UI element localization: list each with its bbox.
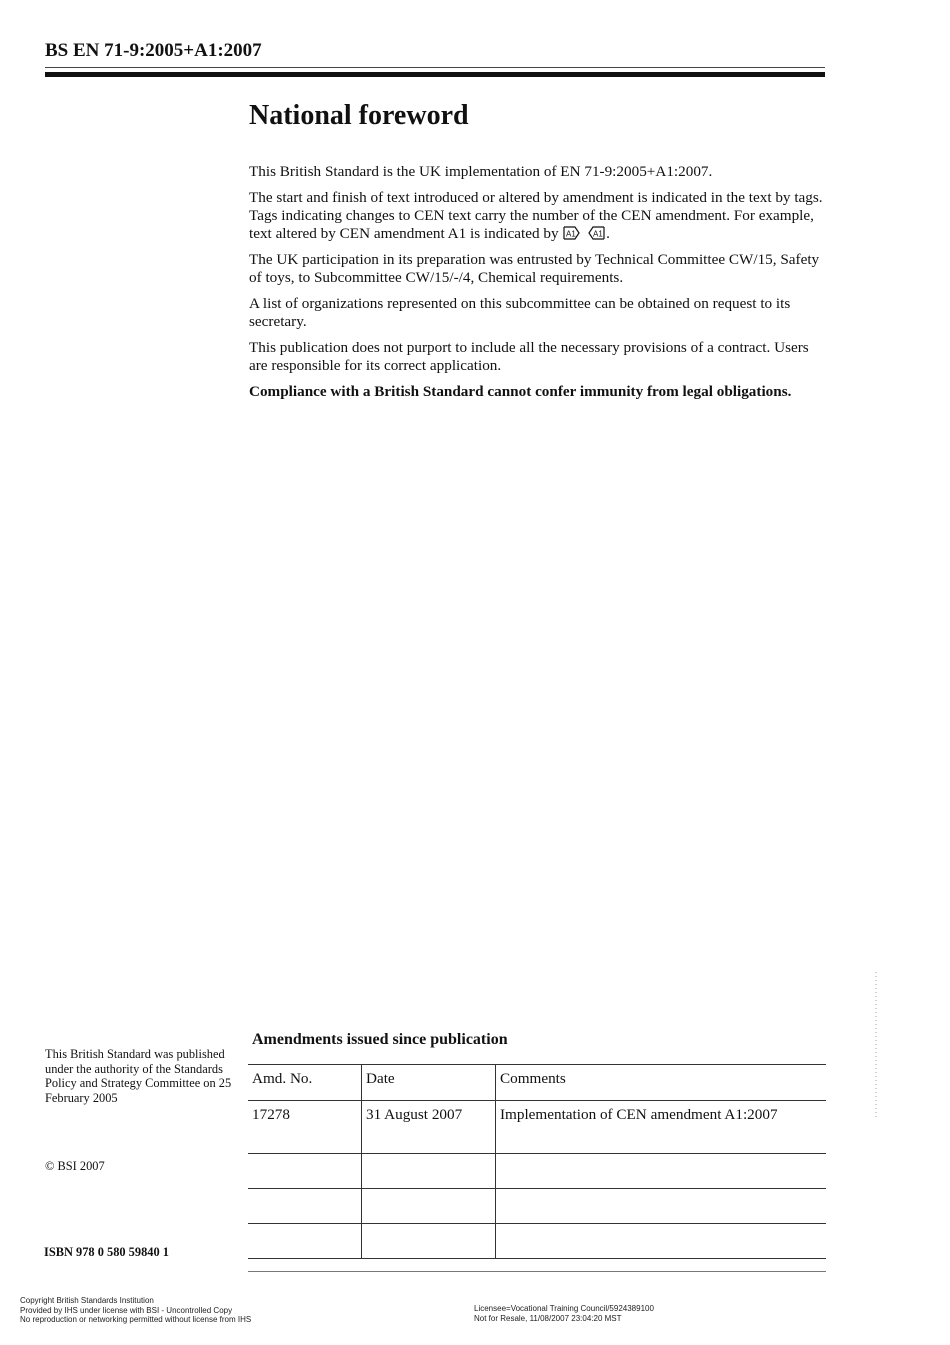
- paragraph-amendment-tags-end: .: [606, 225, 610, 242]
- amendments-header-row: [248, 1065, 826, 1101]
- isbn: ISBN 978 0 580 59840 1: [44, 1245, 169, 1259]
- header-rule-thin: [45, 67, 825, 68]
- paragraph-provisions: This publication does not purport to include all the necessary provisions of a contract. Users are responsible for its correct application.: [249, 339, 809, 374]
- cell-amd-no: [248, 1154, 362, 1189]
- table-row: [248, 1189, 826, 1224]
- footer-line: No reproduction or networking permitted without license from IHS: [20, 1315, 252, 1324]
- column-header-comments: Comments: [496, 1065, 827, 1101]
- foreword-body: [249, 163, 829, 409]
- table-row: [248, 1224, 826, 1259]
- table-row: [248, 1154, 826, 1189]
- cell-amd-no: [248, 1224, 362, 1259]
- amendments-title: Amendments issued since publication: [252, 1031, 508, 1048]
- footer-rule: [248, 1271, 826, 1272]
- cell-date: [362, 1154, 496, 1189]
- publication-note: This British Standard was published under the authority of the Standards Policy and Strategy Committee on 25 February 2005: [45, 1047, 232, 1105]
- paragraph-implementation: This British Standard is the UK implementation of EN 71-9:2005+A1:2007.: [249, 163, 713, 180]
- footer-license-left: [20, 1296, 251, 1325]
- cell-date: [362, 1224, 496, 1259]
- paragraph-committee: The UK participation in its preparation was entrusted by Technical Committee CW/15, Safety of toys, to Subcommittee CW/15/-/4, Chemical requirements.: [249, 251, 820, 286]
- footer-line: Not for Resale, 11/08/2007 23:04:20 MST: [474, 1313, 622, 1323]
- table-row: [248, 1101, 826, 1154]
- amendment-close-tag-icon: [587, 226, 605, 240]
- paragraph-amendment-tags-text: The start and finish of text introduced or altered by amendment is indicated in the text by tags. Tags indicating changes to CEN text carry the number of the CEN amendment. For example, text altered by CEN amendment A1 is indicated by: [249, 189, 823, 242]
- cell-comments: [496, 1224, 827, 1259]
- amendment-open-tag-icon: [563, 226, 581, 240]
- amendments-table: [248, 1064, 826, 1259]
- document-code: BS EN 71-9:2005+A1:2007: [45, 40, 262, 61]
- cell-comments: [496, 1189, 827, 1224]
- paragraph-compliance: Compliance with a British Standard cannot confer immunity from legal obligations.: [249, 383, 792, 400]
- paragraph-amendment-tags: [249, 189, 829, 243]
- paragraph-organizations: A list of organizations represented on this subcommittee can be obtained on request to its secretary.: [249, 295, 791, 330]
- margin-watermark: [875, 972, 877, 1117]
- footer-line: Licensee=Vocational Training Council/5924389100: [474, 1304, 654, 1313]
- footer-license-right: [474, 1304, 654, 1323]
- footer-line: Provided by IHS under license with BSI - Uncontrolled Copy: [20, 1305, 233, 1315]
- cell-date: [362, 1189, 496, 1224]
- cell-amd-no: [248, 1189, 362, 1224]
- cell-amd-no: 17278: [248, 1101, 362, 1154]
- open-tag-label: A1: [566, 229, 577, 239]
- footer-line: Copyright British Standards Institution: [20, 1296, 154, 1305]
- cell-comments: Implementation of CEN amendment A1:2007: [496, 1101, 827, 1154]
- column-header-amd-no: Amd. No.: [248, 1065, 362, 1101]
- cell-date: 31 August 2007: [362, 1101, 496, 1154]
- header-rule-thick: [45, 72, 825, 77]
- column-header-date: Date: [362, 1065, 496, 1101]
- close-tag-label: A1: [593, 229, 603, 239]
- page-title: National foreword: [249, 100, 469, 131]
- copyright-notice: © BSI 2007: [45, 1159, 105, 1173]
- cell-comments: [496, 1154, 827, 1189]
